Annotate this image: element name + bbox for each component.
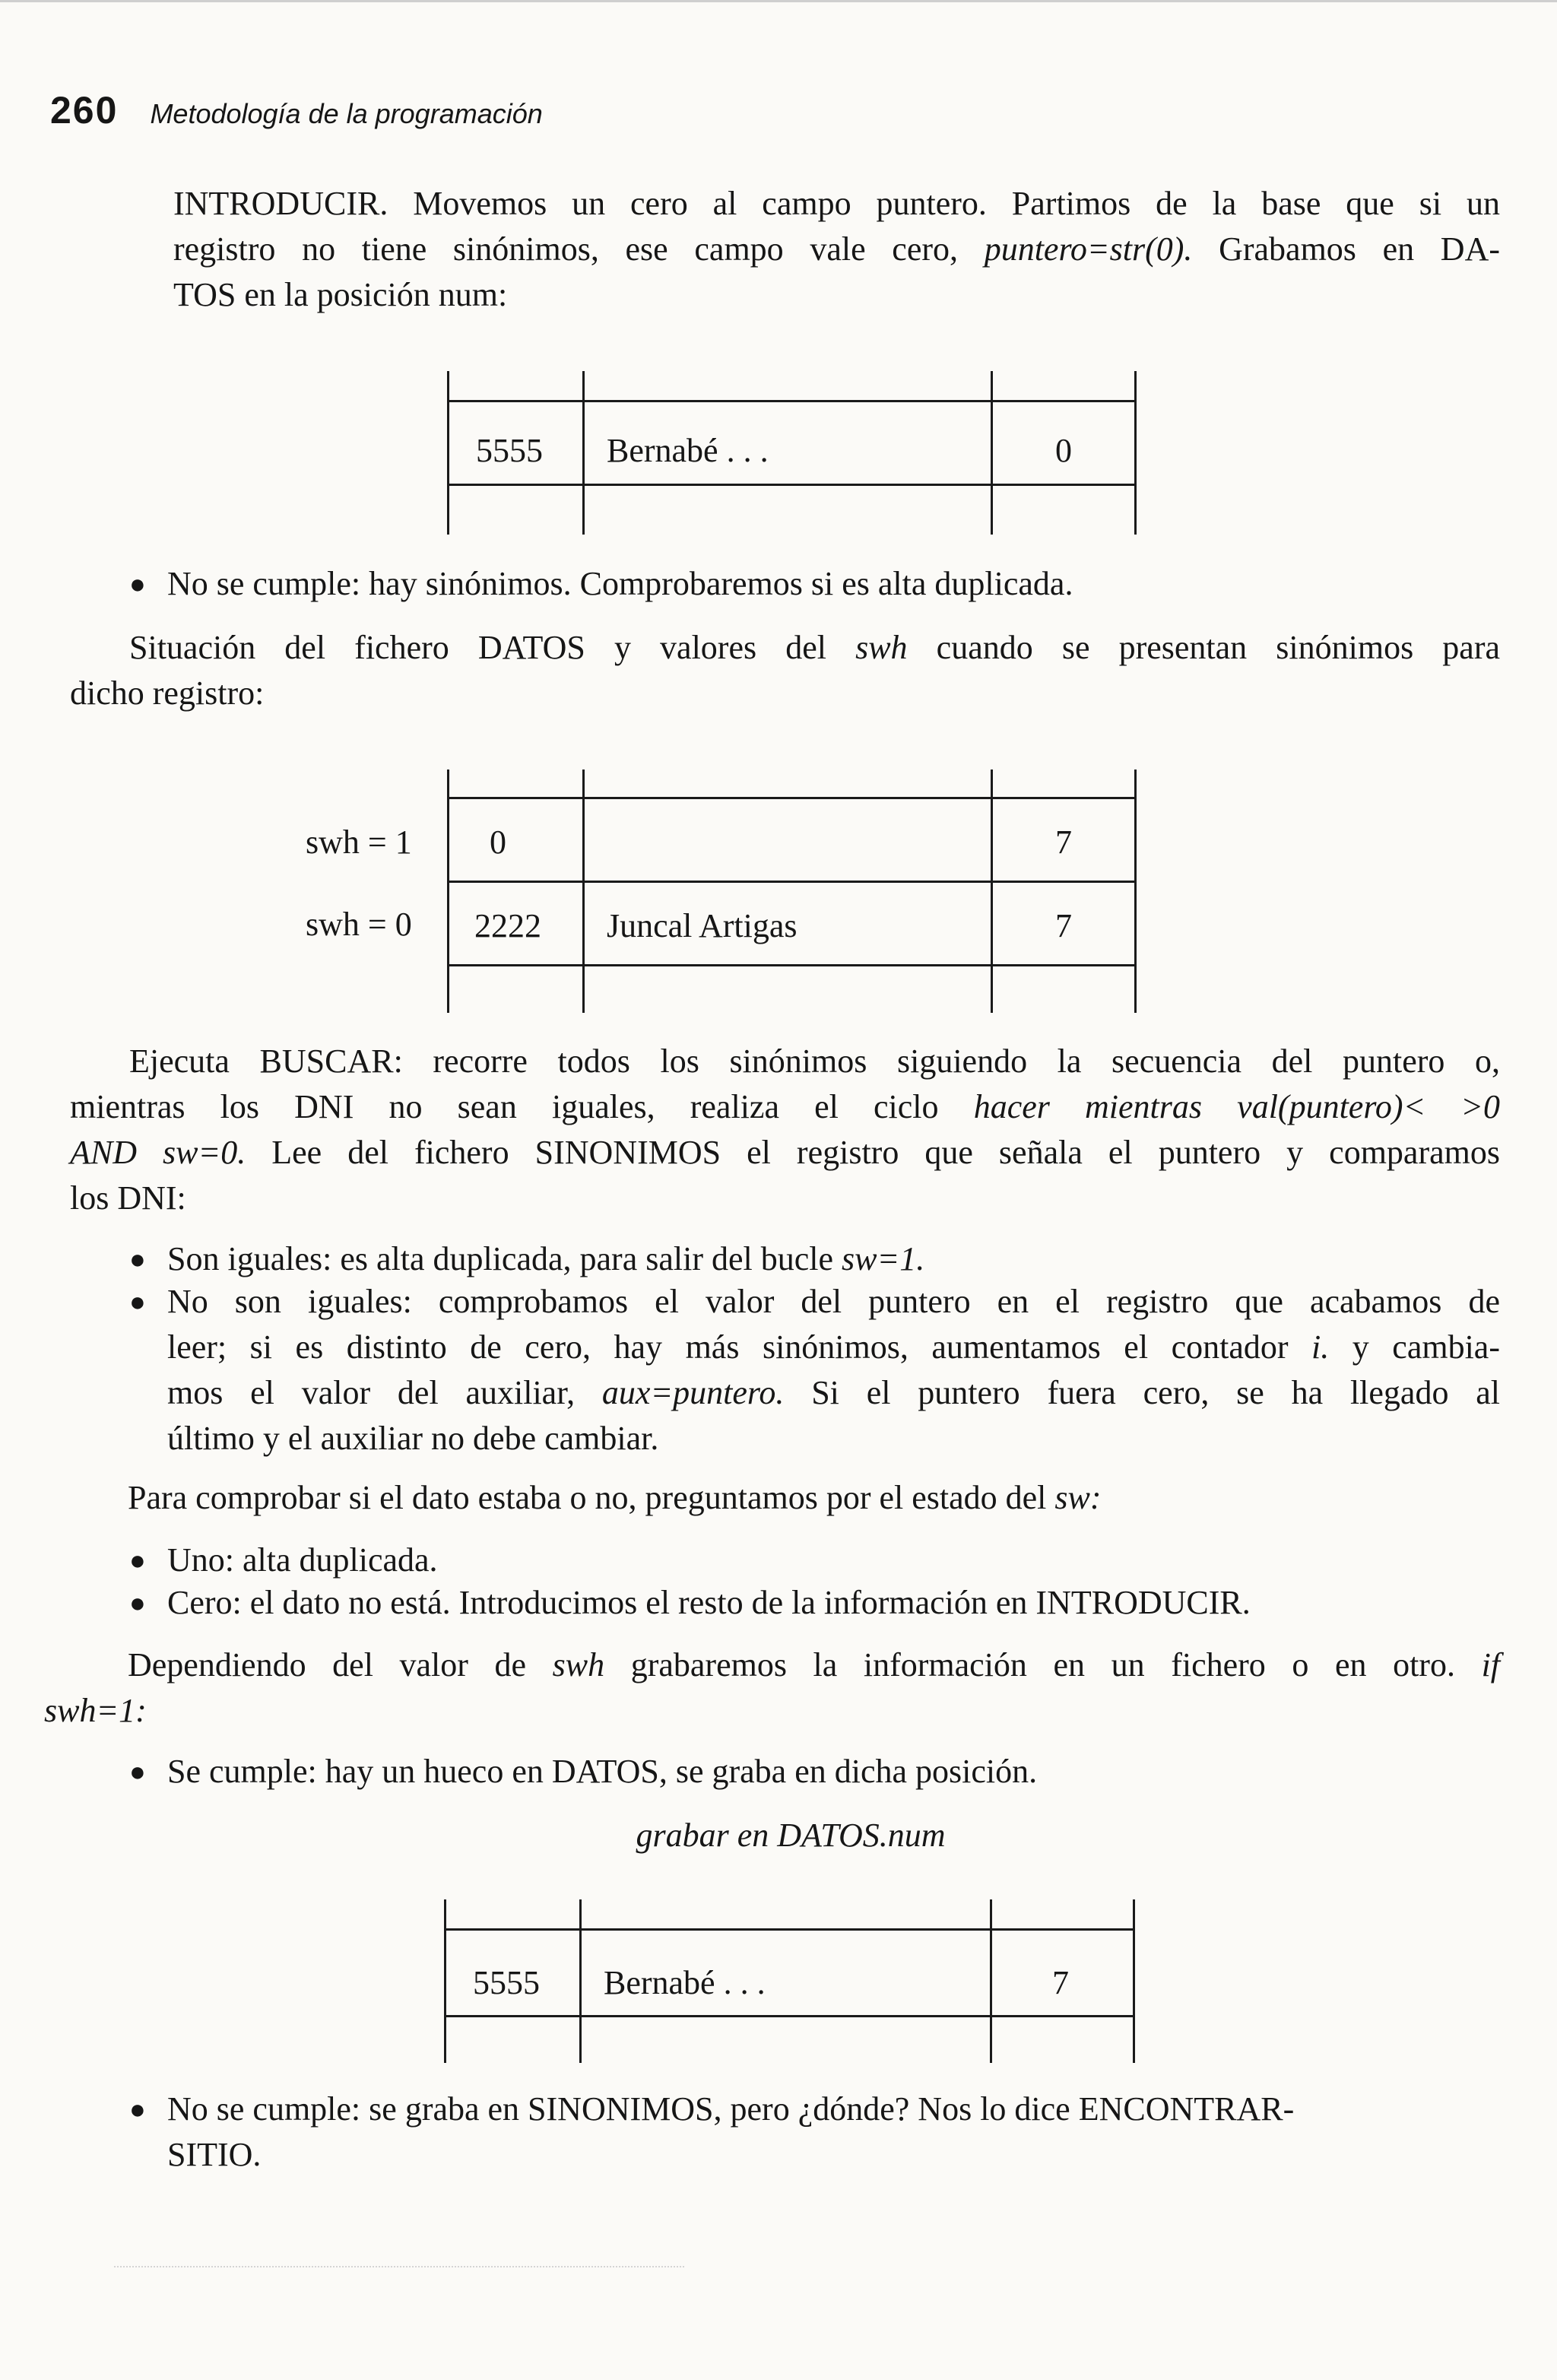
page-top-edge [0, 0, 1557, 2]
swh-label: swh = 1 [306, 823, 412, 861]
datos-synonyms-table [447, 770, 1139, 1017]
text-line: mientras los DNI no sean iguales, realiza el ciclo hacer mientras val(puntero)< >0 [70, 1088, 1500, 1125]
datos-record-table-2 [444, 1899, 1136, 2067]
paragraph-introducir [173, 181, 1500, 318]
name-cell: Juncal Artigas [607, 907, 798, 944]
pointer-cell: 7 [1052, 1964, 1069, 2001]
text-line: Ejecuta BUSCAR: recorre todos los sinónimos siguiendo la secuencia del puntero o, [129, 1042, 1500, 1080]
page-header [50, 88, 543, 134]
running-title: Metodología de la programación [150, 98, 543, 129]
paragraph-situacion [70, 625, 1500, 716]
paragraph-dependiendo [44, 1642, 1500, 1734]
bullet-icon: ● [129, 569, 146, 599]
paragraph-comprobar [128, 1475, 1500, 1521]
bullet-icon: ● [129, 1287, 146, 1317]
list-item: ● No se cumple: se graba en SINONIMOS, pero ¿dónde? Nos lo dice ENCONTRAR- SITIO. [167, 2086, 1294, 2178]
text-line: los DNI: [70, 1179, 186, 1217]
list-item: ● Son iguales: es alta duplicada, para salir del bucle sw=1. [167, 1236, 924, 1282]
bullet-icon: ● [129, 1244, 146, 1274]
dni-cell: 0 [490, 823, 506, 861]
bullet-icon: ● [129, 2094, 146, 2125]
name-cell: Bernabé . . . [604, 1964, 766, 2001]
dni-cell: 5555 [473, 1964, 540, 2001]
bullet-icon: ● [129, 1756, 146, 1787]
text-line: AND sw=0. Lee del fichero SINONIMOS el registro que señala el puntero y comparamos [70, 1134, 1500, 1171]
text-line: INTRODUCIR. Movemos un cero al campo puntero. Partimos de la base que si un [173, 185, 1500, 222]
name-cell: Bernabé . . . [607, 432, 769, 469]
paragraph-buscar [70, 1039, 1500, 1221]
list-item: ● No son iguales: comprobamos el valor del puntero en el registro que acabamos de leer; si es distinto de cero, hay más sinónimos, aumentamos el contador i. y cambia- mos el valor del auxiliar, aux=puntero. Si el puntero fuera cero, se ha llegado al último y el auxiliar no debe cambiar. [167, 1279, 1500, 1461]
pointer-cell: 7 [1055, 823, 1072, 861]
text-line: Para comprobar si el dato estaba o no, preguntamos por el estado del sw: [128, 1479, 1102, 1516]
list-item: ● Uno: alta duplicada. [167, 1537, 438, 1583]
list-item: ● No se cumple: hay sinónimos. Comprobaremos si es alta duplicada. [167, 561, 1073, 607]
bullet-icon: ● [129, 1545, 146, 1576]
code-statement: grabar en DATOS.num [636, 1817, 946, 1854]
text-line: registro no tiene sinónimos, ese campo vale cero, puntero=str(0). Grabamos en DA- [173, 230, 1500, 268]
scan-artifact [114, 2266, 684, 2269]
text-line: TOS en la posición num: [173, 276, 508, 313]
datos-record-table-1 [447, 371, 1139, 538]
text-line: Situación del fichero DATOS y valores del swh cuando se presentan sinónimos para [129, 629, 1500, 666]
text-line: swh=1: [44, 1692, 147, 1729]
dni-cell: 2222 [474, 907, 541, 944]
text-line: dicho registro: [70, 674, 265, 712]
text-line: Dependiendo del valor de swh grabaremos la información en un fichero o en otro. if [128, 1646, 1501, 1683]
dni-cell: 5555 [476, 432, 543, 469]
swh-label: swh = 0 [306, 906, 412, 943]
page-number: 260 [50, 89, 119, 132]
pointer-cell: 0 [1055, 432, 1072, 469]
list-item: ● Se cumple: hay un hueco en DATOS, se graba en dicha posición. [167, 1749, 1037, 1795]
bullet-icon: ● [129, 1588, 146, 1618]
list-item: ● Cero: el dato no está. Introducimos el resto de la información en INTRODUCIR. [167, 1580, 1251, 1626]
pointer-cell: 7 [1055, 907, 1072, 944]
